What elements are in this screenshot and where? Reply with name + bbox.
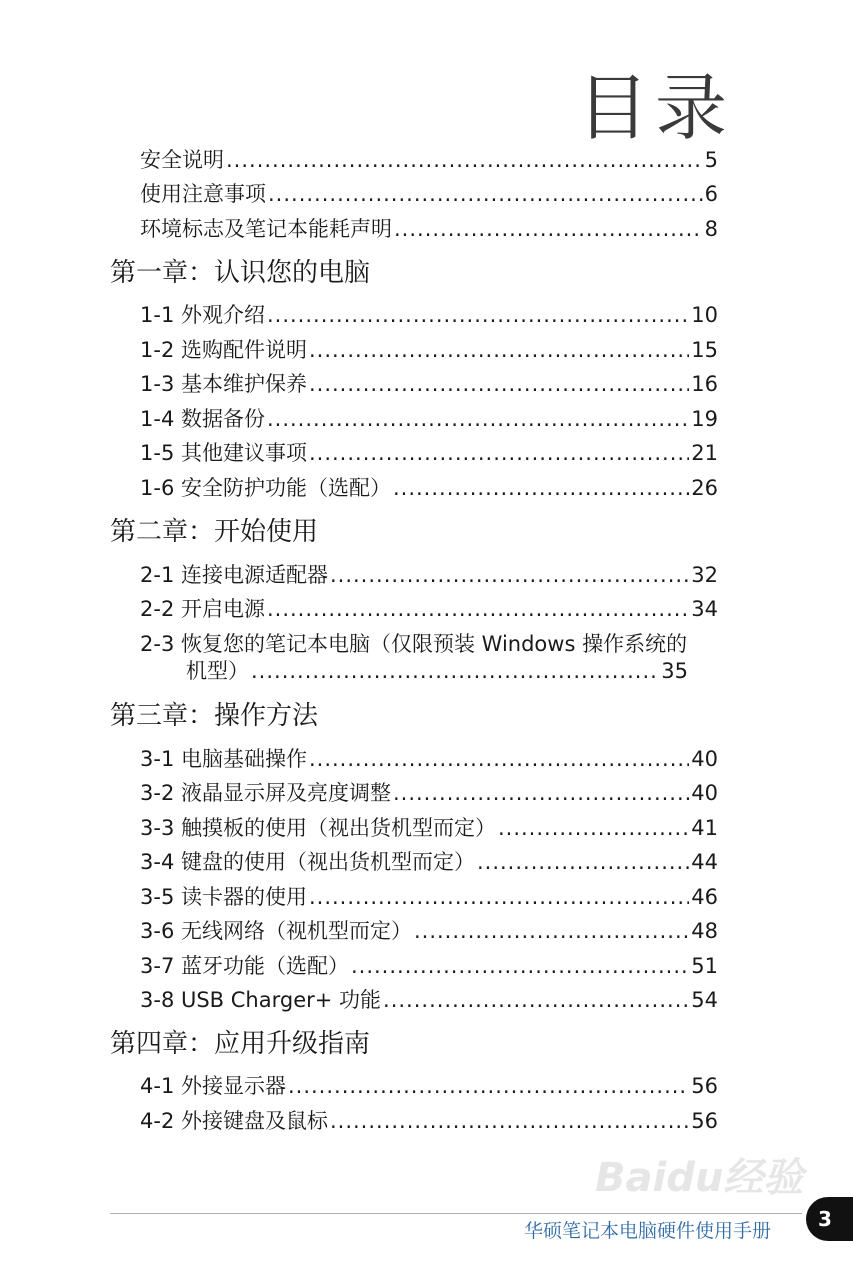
dot-leader	[330, 1108, 689, 1134]
toc-entry[interactable]	[140, 596, 718, 622]
toc-entry-number: 1-4	[140, 407, 181, 431]
toc-entry-label: 触摸板的使用（视出货机型而定）	[180, 816, 496, 840]
dot-leader	[309, 746, 689, 772]
toc-entry[interactable]	[140, 371, 718, 397]
toc-entry-page: 51	[691, 954, 718, 978]
dot-leader	[393, 780, 689, 806]
toc-entry-page: 21	[691, 441, 718, 465]
toc-entry[interactable]	[140, 849, 718, 875]
dot-leader	[414, 918, 689, 944]
dot-leader	[267, 406, 689, 432]
toc-entry-page: 48	[691, 919, 718, 943]
toc-entry-number: 4-1	[140, 1074, 181, 1098]
toc-entry-page: 8	[704, 217, 718, 241]
toc-entry-label: 开启电源	[180, 597, 265, 621]
toc-entry[interactable]	[140, 953, 718, 979]
toc-entry-label: 外接键盘及鼠标	[180, 1109, 328, 1133]
toc-entry-number: 1-5	[140, 441, 181, 465]
toc-entry-label: 外观介绍	[180, 303, 265, 327]
footer-divider	[110, 1213, 802, 1214]
toc-entry-number: 3-5	[140, 885, 181, 909]
toc-entry-number: 3-4	[140, 850, 181, 874]
toc-entry-label: 读卡器的使用	[180, 885, 307, 909]
dot-leader	[351, 953, 689, 979]
toc-entry-page: 40	[691, 781, 718, 805]
toc-entry-safety[interactable]	[140, 147, 718, 173]
toc-entry-page: 6	[704, 182, 718, 206]
dot-leader	[309, 371, 689, 397]
toc-entry-page: 16	[691, 372, 718, 396]
toc-entry[interactable]	[140, 884, 718, 910]
toc-entry-label: 安全防护功能（选配）	[180, 476, 391, 500]
toc-entry[interactable]	[140, 337, 718, 363]
dot-leader	[394, 216, 703, 242]
toc-entry-environment[interactable]	[140, 216, 718, 242]
toc-entry-page: 56	[691, 1074, 718, 1098]
toc-entry-number: 1-1	[140, 303, 181, 327]
toc-entry-label: 环境标志及笔记本能耗声明	[140, 217, 392, 241]
dot-leader	[267, 302, 689, 328]
toc-entry[interactable]	[140, 562, 718, 588]
toc-entry[interactable]	[140, 746, 718, 772]
toc-entry-label: 选购配件说明	[180, 338, 307, 362]
toc-entry-page: 40	[691, 747, 718, 771]
toc-entry[interactable]	[140, 780, 718, 806]
toc-entry-label: 键盘的使用（视出货机型而定）	[180, 850, 475, 874]
toc-entry-recovery[interactable]	[140, 631, 760, 657]
toc-entry-number: 2-3	[140, 632, 181, 656]
toc-entry[interactable]	[140, 406, 718, 432]
toc-entry-page: 19	[691, 407, 718, 431]
toc-entry-usage-notes[interactable]	[140, 181, 718, 207]
toc-entry-page: 15	[691, 338, 718, 362]
dot-leader	[309, 884, 689, 910]
chapter-heading-2[interactable]: 第二章：开始使用	[110, 517, 319, 547]
toc-entry-page: 5	[704, 148, 718, 172]
dot-leader	[226, 147, 703, 173]
dot-leader	[268, 181, 703, 207]
toc-entry-number: 3-1	[140, 747, 181, 771]
toc-entry-number: 3-7	[140, 954, 181, 978]
toc-entry-page: 35	[661, 659, 688, 683]
toc-entry[interactable]	[140, 987, 718, 1013]
toc-entry-label: 蓝牙功能（选配）	[180, 954, 349, 978]
toc-entry-page: 56	[691, 1109, 718, 1133]
toc-entry-page: 41	[691, 816, 718, 840]
dot-leader	[498, 815, 689, 841]
toc-entry-label: 安全说明	[140, 148, 224, 172]
toc-entry-number: 1-6	[140, 476, 181, 500]
toc-entry-label: 连接电源适配器	[180, 563, 328, 587]
page-title: 目录	[576, 66, 733, 150]
dot-leader	[477, 849, 689, 875]
toc-entry-number: 1-2	[140, 338, 181, 362]
toc-entry-label: 基本维护保养	[180, 372, 307, 396]
toc-entry-label: 电脑基础操作	[180, 747, 307, 771]
toc-entry[interactable]	[140, 302, 718, 328]
chapter-heading-4[interactable]: 第四章：应用升级指南	[110, 1029, 371, 1059]
watermark: Baidu经验	[595, 1155, 804, 1201]
dot-leader	[330, 562, 689, 588]
toc-entry-label: 外接显示器	[180, 1074, 286, 1098]
page-number-badge: 3	[806, 1197, 853, 1241]
toc-entry-label: USB Charger+ 功能	[180, 988, 382, 1012]
toc-entry-number: 3-2	[140, 781, 181, 805]
toc-entry-page: 34	[691, 597, 718, 621]
toc-entry-number: 4-2	[140, 1109, 181, 1133]
toc-entry[interactable]	[140, 1073, 718, 1099]
toc-entry-page: 46	[691, 885, 718, 909]
toc-entry-number: 1-3	[140, 372, 181, 396]
toc-entry-label: 恢复您的笔记本电脑（仅限预装 Windows 操作系统的	[180, 632, 688, 656]
toc-entry-number: 3-8	[140, 988, 181, 1012]
dot-leader	[251, 658, 659, 684]
toc-entry[interactable]	[140, 918, 718, 944]
toc-entry-page: 54	[691, 988, 718, 1012]
toc-entry-label: 其他建议事项	[180, 441, 307, 465]
toc-entry[interactable]	[140, 440, 718, 466]
toc-entry-page: 44	[691, 850, 718, 874]
dot-leader	[383, 987, 689, 1013]
dot-leader	[288, 1073, 689, 1099]
toc-entry[interactable]	[140, 815, 718, 841]
toc-entry-label: 使用注意事项	[140, 182, 266, 206]
dot-leader	[309, 337, 689, 363]
toc-entry-page: 26	[691, 476, 718, 500]
toc-entry-page: 32	[691, 563, 718, 587]
toc-entry-label: 液晶显示屏及亮度调整	[180, 781, 391, 805]
toc-entry-number: 3-6	[140, 919, 181, 943]
toc-entry-label: 无线网络（视机型而定）	[180, 919, 412, 943]
footer-manual-title: 华硕笔记本电脑硬件使用手册	[523, 1220, 771, 1242]
chapter-heading-1[interactable]: 第一章：认识您的电脑	[110, 258, 371, 288]
toc-entry[interactable]	[140, 1108, 718, 1134]
toc-entry-label: 数据备份	[180, 407, 265, 431]
chapter-heading-3[interactable]: 第三章：操作方法	[110, 701, 319, 731]
toc-entry-page: 10	[691, 303, 718, 327]
toc-entry-number: 2-2	[140, 597, 181, 621]
toc-entry-label: 机型）	[186, 659, 249, 683]
dot-leader	[267, 596, 689, 622]
toc-entry-number: 2-1	[140, 563, 181, 587]
toc-entry-number: 3-3	[140, 816, 181, 840]
dot-leader	[309, 440, 689, 466]
toc-entry[interactable]	[140, 475, 718, 501]
dot-leader	[393, 475, 689, 501]
toc-entry-recovery-cont[interactable]	[186, 658, 688, 684]
